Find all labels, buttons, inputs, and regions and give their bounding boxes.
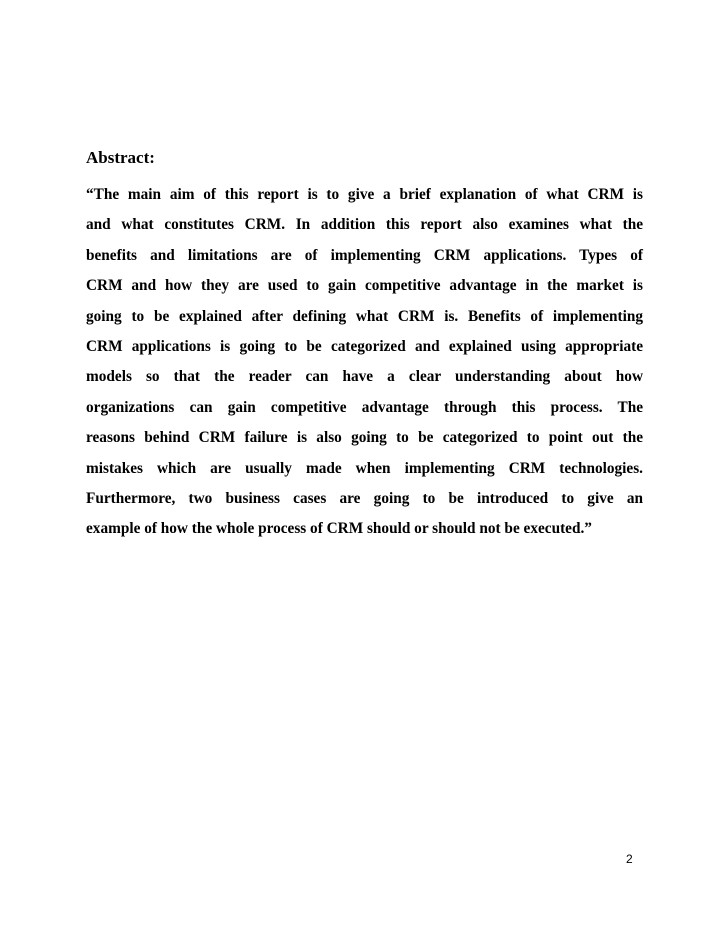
abstract-line: benefits and limitations are of implementing CRM applications. Types of xyxy=(86,246,643,264)
abstract-line: organizations can gain competitive advantage through this process. The xyxy=(86,398,643,416)
abstract-line: mistakes which are usually made when implementing CRM technologies. xyxy=(86,459,643,477)
abstract-line: and what constitutes CRM. In addition this report also examines what the xyxy=(86,216,643,234)
abstract-heading: Abstract: xyxy=(86,148,155,167)
page-number: 2 xyxy=(626,852,633,866)
abstract-line: example of how the whole process of CRM should or should not be executed.” xyxy=(86,520,592,538)
abstract-line: “The main aim of this report is to give a brief explanation of what CRM is xyxy=(86,186,643,203)
abstract-line: models so that the reader can have a clear understanding about how xyxy=(86,368,643,386)
abstract-line: CRM applications is going to be categorized and explained using appropriate xyxy=(86,337,643,355)
abstract-line: going to be explained after defining what CRM is. Benefits of implementing xyxy=(86,307,643,325)
abstract-line: CRM and how they are used to gain competitive advantage in the market is xyxy=(86,277,643,295)
abstract-body xyxy=(86,180,643,545)
abstract-line: reasons behind CRM failure is also going to be categorized to point out the xyxy=(86,429,643,447)
abstract-line: Furthermore, two business cases are going to be introduced to give an xyxy=(86,489,643,507)
